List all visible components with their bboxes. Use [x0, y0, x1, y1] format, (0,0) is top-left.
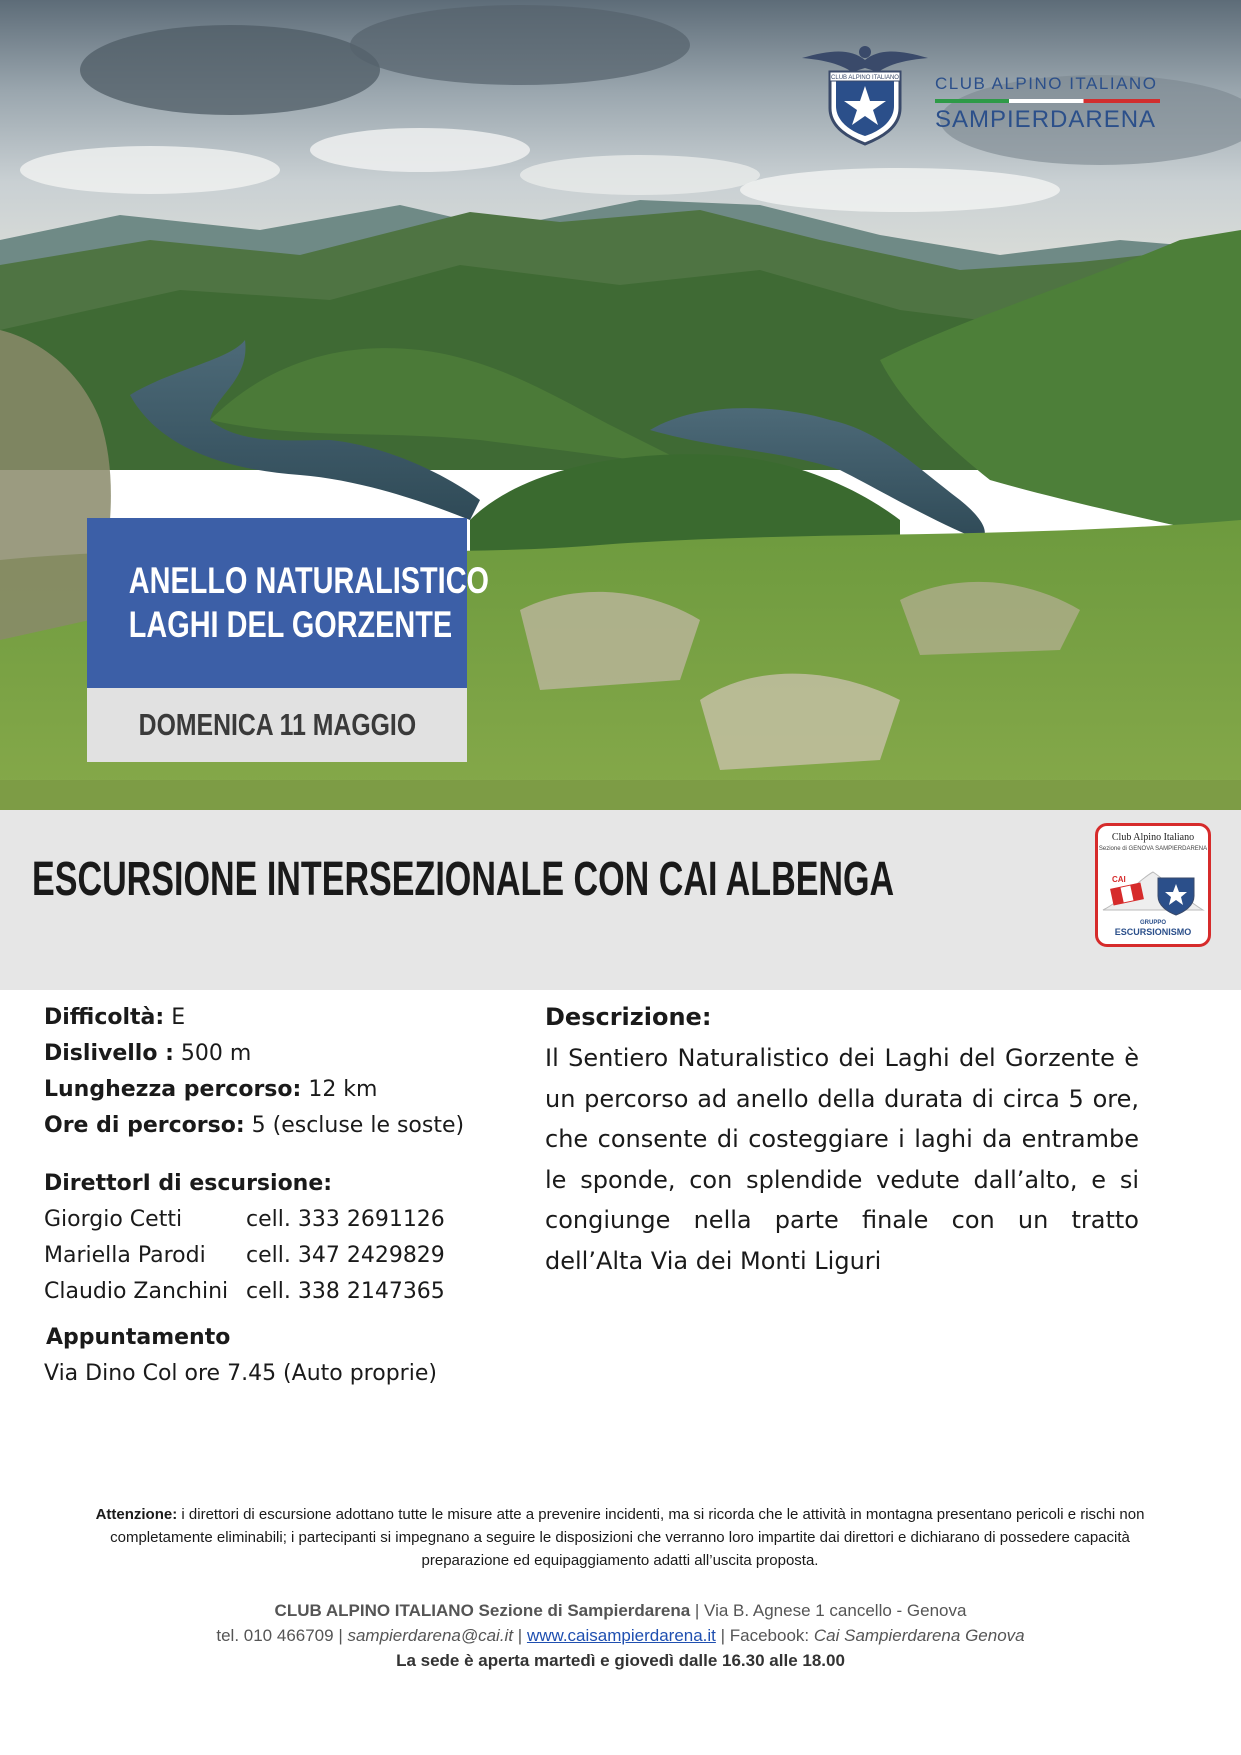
hero-photo — [0, 0, 1241, 810]
meeting-row — [44, 1356, 504, 1392]
director-phone: cell. 338 2147365 — [246, 1279, 445, 1304]
badge-escursionismo: ESCURSIONISMO — [1114, 927, 1192, 937]
director-phone: cell. 347 2429829 — [246, 1243, 445, 1268]
event-title-line1: ANELLO NATURALISTICO — [128, 560, 489, 601]
event-date-box — [87, 688, 467, 762]
excursion-headline: ESCURSIONE INTERSEZIONALE CON CAI ALBENGA — [32, 853, 895, 906]
footer-facebook[interactable]: Cai Sampierdarena Genova — [813, 1626, 1025, 1645]
difficulty-value: E — [164, 1005, 186, 1030]
notice-text: i direttori di escursione adottano tutte le misure atte a prevenire incidenti, ma si ricorda che le attività in montagna presentano pericoli e rischi non completamente eliminabili; i partecipanti si impegnano a seguire le disposizioni che verranno loro impartite dai direttori e dichiarano di possedere capacità preparazione ed equipaggiamento adatti all’uscita proposta. — [110, 1506, 1145, 1569]
director-name: Giorgio Cetti — [44, 1207, 183, 1232]
event-title-box — [87, 518, 489, 688]
emblem-ribbon-text: CLUB ALPINO ITALIANO — [831, 75, 899, 81]
event-date: DOMENICA 11 MAGGIO — [138, 707, 416, 742]
difficulty-label: Difficoltà: — [44, 1005, 165, 1030]
director-name: Claudio Zanchini — [44, 1279, 229, 1304]
duration-row — [44, 1108, 504, 1144]
footer-opening-hours: La sede è aperta martedì e giovedì dalle 16.30 alle 18.00 — [396, 1651, 845, 1670]
elevation-label: Dislivello : — [44, 1041, 174, 1066]
elevation-value: 500 m — [173, 1041, 252, 1066]
cai-eagle-emblem-icon — [800, 38, 930, 148]
description-text: Il Sentiero Naturalistico dei Laghi del Gorzente è un percorso ad anello della durata di circa 5 ore, che consente di costeggiare i laghi da entrambe le sponde, con splendide vedute dall’alto, e si congiunge nella parte finale con un tratto dell’Alta Via dei Monti Liguri — [545, 1044, 1139, 1275]
footer-line-address — [40, 1598, 1201, 1623]
event-title-line2: LAGHI DEL GORZENTE — [128, 604, 453, 645]
description-section — [545, 1002, 1139, 1281]
org-name: CLUB ALPINO ITALIANO — [935, 74, 1158, 93]
footer-phone: tel. 010 466709 | — [216, 1626, 348, 1645]
italian-flag-stripe — [935, 99, 1160, 103]
section-name: SAMPIERDARENA — [935, 106, 1157, 133]
badge-org: Club Alpino Italiano — [1111, 832, 1195, 843]
duration-value: 5 (escluse le soste) — [244, 1113, 465, 1138]
footer-website-link[interactable]: www.caisampierdarena.it — [526, 1626, 716, 1645]
contact-footer — [40, 1598, 1201, 1673]
safety-notice — [70, 1503, 1170, 1572]
footer-line-contacts — [40, 1623, 1201, 1648]
badge-cai-text: CAI — [1112, 875, 1126, 884]
cai-sampierdarena-logo — [800, 38, 1180, 158]
footer-email[interactable]: sampierdarena@cai.it — [347, 1626, 514, 1645]
meeting-value: Via Dino Col ore 7.45 (Auto proprie) — [44, 1361, 437, 1386]
director-name: Mariella Parodi — [44, 1243, 206, 1268]
notice-label: Attenzione: — [95, 1506, 178, 1523]
excursion-details — [44, 1000, 504, 1392]
director-row — [44, 1238, 504, 1274]
footer-address: | Via B. Agnese 1 cancello - Genova — [690, 1601, 967, 1620]
directors-label: DirettorI di escursione: — [44, 1171, 333, 1196]
meeting-heading-row — [44, 1320, 504, 1356]
elevation-row — [44, 1036, 504, 1072]
meeting-label: Appuntamento — [46, 1325, 231, 1350]
directors-heading-row — [44, 1166, 504, 1202]
length-value: 12 km — [301, 1077, 378, 1102]
length-row — [44, 1072, 504, 1108]
director-phone: cell. 333 2691126 — [246, 1207, 445, 1232]
director-row — [44, 1274, 504, 1310]
length-label: Lunghezza percorso: — [44, 1077, 302, 1102]
duration-label: Ore di percorso: — [44, 1113, 245, 1138]
footer-separator: | — [513, 1626, 527, 1645]
footer-org: CLUB ALPINO ITALIANO Sezione di Sampierdarena — [274, 1601, 691, 1620]
trail-marker-icon — [1098, 860, 1208, 920]
footer-facebook-label: | Facebook: — [715, 1626, 814, 1645]
gruppo-escursionismo-badge — [1095, 823, 1211, 947]
badge-gruppo: GRUPPO — [1139, 920, 1166, 926]
director-row — [44, 1202, 504, 1238]
headline-band — [0, 810, 1241, 990]
badge-section: Sezione di GENOVA SAMPIERDARENA — [1098, 846, 1208, 852]
difficulty-row — [44, 1000, 504, 1036]
description-title: Descrizione: — [545, 1003, 712, 1031]
